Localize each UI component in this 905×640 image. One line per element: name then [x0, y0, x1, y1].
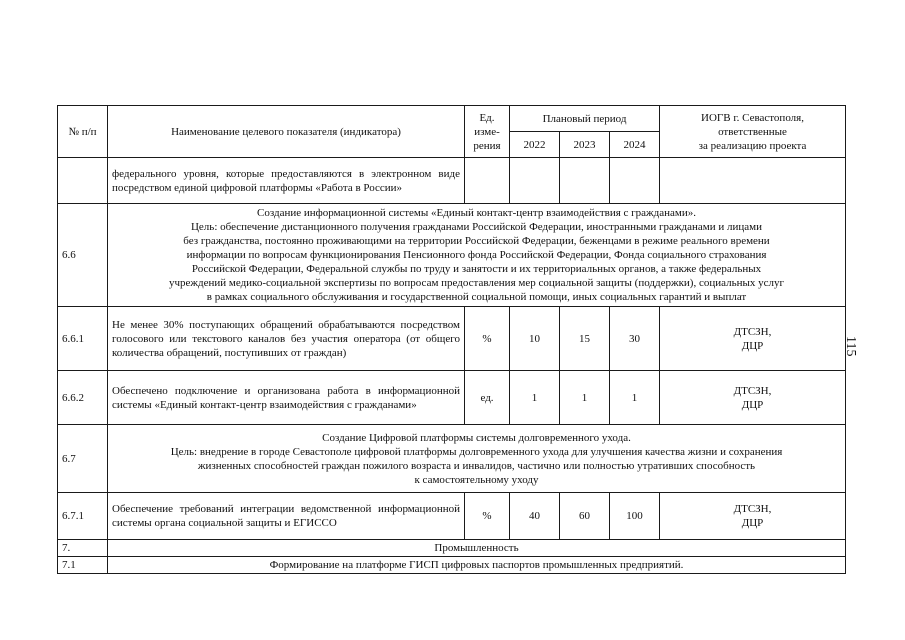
row-num: 7.1	[58, 557, 108, 574]
section-row	[58, 425, 846, 493]
row-unit: %	[465, 307, 510, 371]
section-row	[58, 557, 846, 574]
header-name: Наименование целевого показателя (индикатора)	[108, 106, 465, 158]
row-num: 6.6.1	[58, 307, 108, 371]
row-text: федерального уровня, которые предоставляются в электронном виде посредством единой цифровой платформы «Работа в России»	[108, 158, 465, 204]
table-row	[58, 371, 846, 425]
header-period: Плановый период	[510, 106, 660, 132]
row-num: 6.6.2	[58, 371, 108, 425]
table-row	[58, 307, 846, 371]
header-unit: Ед. изме- рения	[465, 106, 510, 158]
row-num	[58, 158, 108, 204]
header-year: 2024	[610, 132, 660, 158]
table-row	[58, 158, 846, 204]
section-cell	[108, 204, 846, 307]
header-year: 2022	[510, 132, 560, 158]
header-num: № п/п	[58, 106, 108, 158]
row-value: 1	[510, 371, 560, 425]
table-header-row	[58, 106, 846, 132]
indicators-table	[57, 105, 846, 574]
section-row	[58, 204, 846, 307]
row-value: 100	[610, 493, 660, 540]
row-value: 1	[610, 371, 660, 425]
row-responsible	[660, 158, 846, 204]
row-value: 40	[510, 493, 560, 540]
row-text: Обеспечено подключение и организована работа в информационной системы «Единый контакт-центр взаимодействия с гражданами»	[108, 371, 465, 425]
section-title: Создание Цифровой платформы системы долговременного ухода.	[322, 431, 631, 444]
row-num: 6.7.1	[58, 493, 108, 540]
row-value	[560, 158, 610, 204]
row-value: 1	[560, 371, 610, 425]
table-row	[58, 493, 846, 540]
header-responsible: ИОГВ г. Севастополя, ответственные за реализацию проекта	[660, 106, 846, 158]
row-num: 6.7	[58, 425, 108, 493]
row-num: 6.6	[58, 204, 108, 307]
row-value	[610, 158, 660, 204]
row-value: 30	[610, 307, 660, 371]
row-responsible: ДТСЗН, ДЦР	[660, 307, 846, 371]
header-year: 2023	[560, 132, 610, 158]
section-row	[58, 540, 846, 557]
section-goal: Цель: внедрение в городе Севастополе цифровой платформы долговременного ухода для улучшения качества жизни и сохранения жизненных способностей граждан пожилого возраста и инвалидов, частично или полностью утративших способность к самостоятельному уходу	[170, 445, 783, 486]
row-value: 10	[510, 307, 560, 371]
row-responsible: ДТСЗН, ДЦР	[660, 371, 846, 425]
row-value: 15	[560, 307, 610, 371]
row-responsible: ДТСЗН, ДЦР	[660, 493, 846, 540]
row-unit: %	[465, 493, 510, 540]
page-number: 115	[843, 336, 858, 357]
row-num: 7.	[58, 540, 108, 557]
section-cell	[108, 425, 846, 493]
section-goal: Цель: обеспечение дистанционного получения гражданами Российской Федерации, иностранными гражданами и лицами без гражданства, постоянно проживающими на территории Российской Федерации, беженцами в режиме реального времени информации по вопросам функционирования Пенсионного фонда Российской Федерации, Фонда социального страхования Российской Федерации, Федеральной службы по труду и занятости и их территориальных органов, а также федеральных учреждений медико-социальной экспертизы по вопросам предоставления мер социальной защиты (поддержки), социальных услуг в рамках социального обслуживания и государственной социальной помощи, иных социальных гарантий и выплат	[168, 221, 785, 303]
row-unit: ед.	[465, 371, 510, 425]
row-unit	[465, 158, 510, 204]
row-value: 60	[560, 493, 610, 540]
section-title: Промышленность	[108, 540, 846, 557]
row-text: Не менее 30% поступающих обращений обрабатываются посредством голосового или текстового каналов без участия оператора (от общего количества обращений, поступивших от граждан)	[108, 307, 465, 371]
section-title: Формирование на платформе ГИСП цифровых паспортов промышленных предприятий.	[108, 557, 846, 574]
row-value	[510, 158, 560, 204]
row-text: Обеспечение требований интеграции ведомственной информационной системы органа социальной защиты и ЕГИССО	[108, 493, 465, 540]
section-title: Создание информационной системы «Единый контакт-центр взаимодействия с гражданами».	[257, 207, 696, 219]
